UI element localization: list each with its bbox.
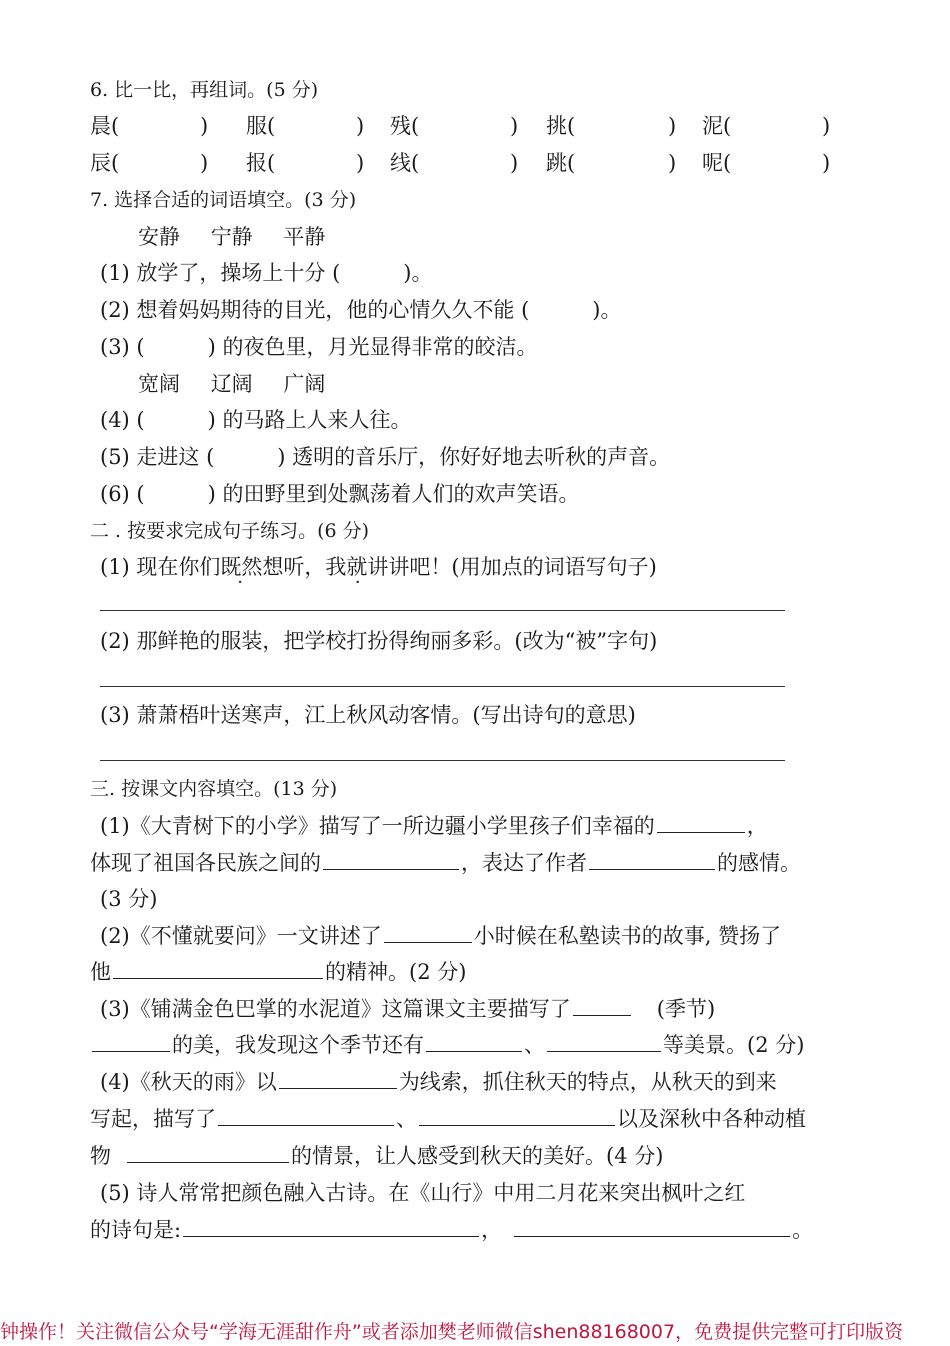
sec2-item-1-text-a: (1) 现在你们 xyxy=(100,555,221,579)
q6-r2-c3: 线( xyxy=(390,151,420,175)
q6-r2-c5: 呢( xyxy=(702,151,732,175)
sec3-line-10 xyxy=(90,1142,663,1170)
word-option: 安静 xyxy=(138,225,180,249)
q7-sentence-4: (4) ( ) 的马路上人来人往。 xyxy=(100,408,412,432)
q6-r1-c1-close: ) xyxy=(200,114,209,138)
text: ，表达了作者 xyxy=(461,851,587,875)
footer-watermark-text: 钟操作！关注微信公众号“学海无涯甜作舟”或者添加樊老师微信shen88168007，免费提供完整可打印版资 xyxy=(0,1321,904,1343)
answer-line-3[interactable] xyxy=(100,760,785,761)
fill-blank[interactable] xyxy=(514,1216,790,1237)
sec3-line-7 xyxy=(90,1031,804,1059)
q6-r1-c5-close: ) xyxy=(822,114,831,138)
q6-r2-c3-close: ) xyxy=(510,151,519,175)
sec3-line-6 xyxy=(100,995,715,1023)
text: ， xyxy=(746,814,768,838)
q7-sentence-5: (5) 走进这 ( ) 透明的音乐厅，你好好地去听秋的声音。 xyxy=(100,445,671,469)
sec2-item-1 xyxy=(100,553,657,581)
text: 的情景，让人感受到秋天的美好。(4 分) xyxy=(291,1144,664,1168)
text: 物 xyxy=(90,1144,111,1168)
text: (4)《秋天的雨》以 xyxy=(100,1070,277,1094)
fill-blank[interactable] xyxy=(323,849,459,870)
q6-r1-c2: 服( xyxy=(246,114,276,138)
fill-blank[interactable] xyxy=(384,922,472,943)
q6-r2-c1: 辰( xyxy=(90,151,120,175)
q7-sentence-1: (1) 放学了，操场上十分 ( )。 xyxy=(100,261,433,285)
sec3-line-12 xyxy=(90,1216,813,1244)
sec3-line-8 xyxy=(100,1068,777,1096)
q6-r2-c1-close: ) xyxy=(200,151,209,175)
section-2-title: 二 . 按要求完成句子练习。(6 分) xyxy=(90,520,370,542)
word-option: 宽阔 xyxy=(138,372,180,396)
text: 、 xyxy=(396,1107,417,1131)
answer-line-2[interactable] xyxy=(100,686,785,687)
answer-line-1[interactable] xyxy=(100,610,785,611)
word-option: 辽阔 xyxy=(210,372,253,396)
text: ， xyxy=(481,1218,503,1242)
text: 他 xyxy=(90,960,111,984)
q7-sentence-6: (6) ( ) 的田野里到处飘荡着人们的欢声笑语。 xyxy=(100,482,580,506)
dotted-word: 就 xyxy=(346,555,368,579)
text: 体现了祖国各民族之间的 xyxy=(90,851,321,875)
text: 为线索，抓住秋天的特点，从秋天的到来 xyxy=(398,1070,777,1094)
dotted-word: 既然 xyxy=(220,555,263,579)
q7-word-bank-2 xyxy=(138,370,349,398)
fill-blank[interactable] xyxy=(183,1216,479,1237)
text: 的精神。(2 分) xyxy=(325,960,467,984)
text: 的诗句是: xyxy=(90,1218,182,1242)
q7-word-bank-1 xyxy=(138,223,349,251)
q6-r1-c1: 晨( xyxy=(90,114,120,138)
sec3-line-9 xyxy=(90,1105,806,1133)
q7-title: 7. 选择合适的词语填空。(3 分) xyxy=(90,189,357,211)
fill-blank[interactable] xyxy=(218,1105,394,1126)
text: 的感情。 xyxy=(717,851,801,875)
text: (2)《不懂就要问》一文讲述了 xyxy=(100,924,382,948)
fill-blank[interactable] xyxy=(92,1031,170,1052)
sec3-line-5 xyxy=(90,958,466,986)
word-option: 广阔 xyxy=(283,372,326,396)
sec3-line-4 xyxy=(100,922,781,950)
text: 等美景。(2 分) xyxy=(663,1033,805,1057)
section-3-title: 三. 按课文内容填空。(13 分) xyxy=(90,778,338,800)
sec3-line-3: (3 分) xyxy=(100,887,158,911)
fill-blank[interactable] xyxy=(419,1105,615,1126)
word-option: 平静 xyxy=(283,225,326,249)
text: 以及深秋中各种动植 xyxy=(617,1107,806,1131)
text: 。 xyxy=(792,1218,814,1242)
sec3-line-11: (5) 诗人常常把颜色融入古诗。在《山行》中用二月花来突出枫叶之红 xyxy=(100,1181,746,1205)
q6-title: 6. 比一比，再组词。(5 分) xyxy=(90,79,319,101)
text: (季节) xyxy=(656,997,716,1021)
word-option: 宁静 xyxy=(210,225,253,249)
q6-r2-c2: 报( xyxy=(246,151,276,175)
sec2-item-1-text-c: 讲讲吧！(用加点的词语写句子) xyxy=(367,555,657,579)
q6-r2-c2-close: ) xyxy=(356,151,365,175)
q6-r1-c5: 泥( xyxy=(702,114,732,138)
fill-blank[interactable] xyxy=(113,958,323,979)
sec3-line-2 xyxy=(90,849,801,877)
text: (1)《大青树下的小学》描写了一所边疆小学里孩子们幸福的 xyxy=(100,814,655,838)
q6-r2-c4-close: ) xyxy=(668,151,677,175)
q6-r1-c4-close: ) xyxy=(668,114,677,138)
text: 的美，我发现这个季节还有 xyxy=(172,1033,424,1057)
text: 小时候在私塾读书的故事, 赞扬了 xyxy=(473,924,782,948)
q6-r1-c4: 挑( xyxy=(546,114,576,138)
text: 、 xyxy=(524,1033,545,1057)
q6-r1-c2-close: ) xyxy=(356,114,365,138)
q7-sentence-2: (2) 想着妈妈期待的目光，他的心情久久不能 ( )。 xyxy=(100,298,622,322)
fill-blank[interactable] xyxy=(589,849,715,870)
q6-r1-c3: 残( xyxy=(390,114,420,138)
sec2-item-1-text-b: 想听，我 xyxy=(262,555,347,579)
q6-r2-c5-close: ) xyxy=(822,151,831,175)
q6-r1-c3-close: ) xyxy=(510,114,519,138)
q7-sentence-3: (3) ( ) 的夜色里，月光显得非常的皎洁。 xyxy=(100,335,538,359)
fill-blank[interactable] xyxy=(657,812,745,833)
text: (3)《铺满金色巴掌的水泥道》这篇课文主要描写了 xyxy=(100,997,571,1021)
text: 写起，描写了 xyxy=(90,1107,216,1131)
sec3-line-1 xyxy=(100,812,768,840)
fill-blank[interactable] xyxy=(127,1142,289,1163)
fill-blank[interactable] xyxy=(426,1031,522,1052)
fill-blank[interactable] xyxy=(279,1068,397,1089)
q6-r2-c4: 跳( xyxy=(546,151,576,175)
fill-blank[interactable] xyxy=(573,995,631,1016)
fill-blank[interactable] xyxy=(547,1031,661,1052)
sec2-item-2: (2) 那鲜艳的服装，把学校打扮得绚丽多彩。(改为“被”字句) xyxy=(100,629,658,653)
sec2-item-3: (3) 萧萧梧叶送寒声，江上秋风动客情。(写出诗句的意思) xyxy=(100,703,636,727)
